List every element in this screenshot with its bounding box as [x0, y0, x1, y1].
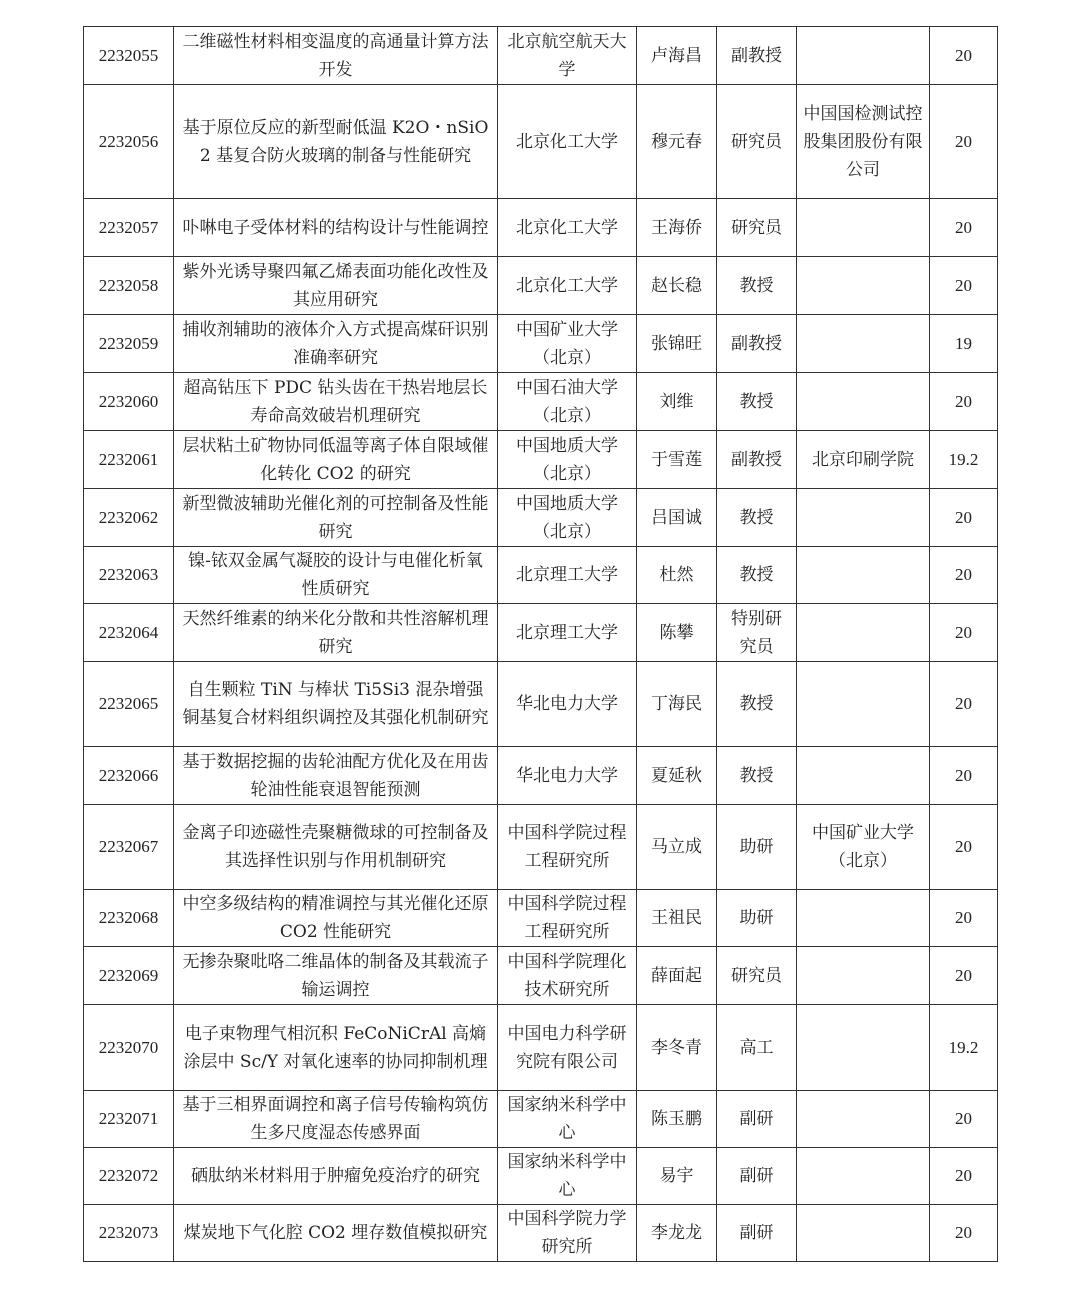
pi-name-cell: 李龙龙	[637, 1205, 717, 1262]
pi-name-cell: 易宇	[637, 1148, 717, 1205]
funding-cell: 20	[930, 662, 998, 747]
institution-cell: 中国地质大学（北京）	[498, 489, 637, 547]
institution-cell: 中国科学院过程工程研究所	[498, 890, 637, 947]
institution-cell: 中国科学院过程工程研究所	[498, 805, 637, 890]
project-id-cell: 2232072	[84, 1148, 174, 1205]
rank-cell: 助研	[717, 805, 797, 890]
project-id-cell: 2232064	[84, 604, 174, 662]
project-title-cell: 紫外光诱导聚四氟乙烯表面功能化改性及其应用研究	[174, 257, 498, 315]
institution-cell: 国家纳米科学中心	[498, 1148, 637, 1205]
project-id-cell: 2232063	[84, 547, 174, 604]
rank-cell: 特别研究员	[717, 604, 797, 662]
project-id-cell: 2232068	[84, 890, 174, 947]
rank-cell: 高工	[717, 1005, 797, 1091]
institution-cell: 华北电力大学	[498, 747, 637, 805]
project-title-cell: 金离子印迹磁性壳聚糖微球的可控制备及其选择性识别与作用机制研究	[174, 805, 498, 890]
project-title-cell: 基于原位反应的新型耐低温 K2O・nSiO2 基复合防火玻璃的制备与性能研究	[174, 85, 498, 199]
project-id-cell: 2232066	[84, 747, 174, 805]
funding-cell: 20	[930, 805, 998, 890]
funding-cell: 20	[930, 489, 998, 547]
rank-cell: 教授	[717, 662, 797, 747]
institution-cell: 北京化工大学	[498, 199, 637, 257]
partner-cell	[797, 27, 930, 85]
partner-cell	[797, 199, 930, 257]
table-row	[84, 805, 998, 890]
partner-cell	[797, 604, 930, 662]
pi-name-cell: 薛面起	[637, 947, 717, 1005]
project-title-cell: 天然纤维素的纳米化分散和共性溶解机理研究	[174, 604, 498, 662]
rank-cell: 教授	[717, 489, 797, 547]
funding-cell: 20	[930, 604, 998, 662]
pi-name-cell: 刘维	[637, 373, 717, 431]
rank-cell: 研究员	[717, 947, 797, 1005]
project-title-cell: 超高钻压下 PDC 钻头齿在干热岩地层长寿命高效破岩机理研究	[174, 373, 498, 431]
table-row	[84, 1091, 998, 1148]
partner-cell	[797, 1205, 930, 1262]
table-row	[84, 431, 998, 489]
table-row	[84, 747, 998, 805]
rank-cell: 研究员	[717, 85, 797, 199]
funding-cell: 20	[930, 257, 998, 315]
project-id-cell: 2232061	[84, 431, 174, 489]
pi-name-cell: 李冬青	[637, 1005, 717, 1091]
project-title-cell: 镍-铱双金属气凝胶的设计与电催化析氧性质研究	[174, 547, 498, 604]
table-row	[84, 662, 998, 747]
table-row	[84, 890, 998, 947]
project-id-cell: 2232060	[84, 373, 174, 431]
table-row	[84, 257, 998, 315]
partner-cell	[797, 662, 930, 747]
grants-table	[83, 26, 998, 1262]
project-id-cell: 2232073	[84, 1205, 174, 1262]
funding-cell: 20	[930, 890, 998, 947]
pi-name-cell: 马立成	[637, 805, 717, 890]
pi-name-cell: 丁海民	[637, 662, 717, 747]
rank-cell: 研究员	[717, 199, 797, 257]
project-title-cell: 二维磁性材料相变温度的高通量计算方法开发	[174, 27, 498, 85]
funding-cell: 19	[930, 315, 998, 373]
pi-name-cell: 张锦旺	[637, 315, 717, 373]
institution-cell: 国家纳米科学中心	[498, 1091, 637, 1148]
project-title-cell: 新型微波辅助光催化剂的可控制备及性能研究	[174, 489, 498, 547]
funding-cell: 20	[930, 199, 998, 257]
project-id-cell: 2232065	[84, 662, 174, 747]
pi-name-cell: 夏延秋	[637, 747, 717, 805]
partner-cell	[797, 373, 930, 431]
project-id-cell: 2232059	[84, 315, 174, 373]
funding-cell: 19.2	[930, 1005, 998, 1091]
project-title-cell: 硒肽纳米材料用于肿瘤免疫治疗的研究	[174, 1148, 498, 1205]
rank-cell: 副研	[717, 1205, 797, 1262]
table-row	[84, 27, 998, 85]
table-row	[84, 85, 998, 199]
rank-cell: 副教授	[717, 27, 797, 85]
project-id-cell: 2232056	[84, 85, 174, 199]
project-id-cell: 2232070	[84, 1005, 174, 1091]
project-id-cell: 2232062	[84, 489, 174, 547]
funding-cell: 20	[930, 947, 998, 1005]
funding-cell: 20	[930, 85, 998, 199]
funding-cell: 20	[930, 747, 998, 805]
project-id-cell: 2232071	[84, 1091, 174, 1148]
partner-cell: 北京印刷学院	[797, 431, 930, 489]
rank-cell: 教授	[717, 547, 797, 604]
table-row	[84, 315, 998, 373]
partner-cell	[797, 947, 930, 1005]
funding-cell: 20	[930, 547, 998, 604]
partner-cell	[797, 257, 930, 315]
institution-cell: 北京化工大学	[498, 85, 637, 199]
rank-cell: 教授	[717, 747, 797, 805]
pi-name-cell: 陈攀	[637, 604, 717, 662]
funding-cell: 20	[930, 1091, 998, 1148]
rank-cell: 副研	[717, 1148, 797, 1205]
partner-cell	[797, 1148, 930, 1205]
pi-name-cell: 陈玉鹏	[637, 1091, 717, 1148]
rank-cell: 副教授	[717, 315, 797, 373]
funding-cell: 20	[930, 1148, 998, 1205]
table-row	[84, 199, 998, 257]
table-row	[84, 547, 998, 604]
pi-name-cell: 杜然	[637, 547, 717, 604]
funding-cell: 19.2	[930, 431, 998, 489]
institution-cell: 华北电力大学	[498, 662, 637, 747]
pi-name-cell: 吕国诚	[637, 489, 717, 547]
table-row	[84, 1205, 998, 1262]
project-title-cell: 卟啉电子受体材料的结构设计与性能调控	[174, 199, 498, 257]
funding-cell: 20	[930, 1205, 998, 1262]
institution-cell: 中国科学院理化技术研究所	[498, 947, 637, 1005]
rank-cell: 教授	[717, 257, 797, 315]
table-row	[84, 1148, 998, 1205]
project-title-cell: 电子束物理气相沉积 FeCoNiCrAl 高熵涂层中 Sc/Y 对氧化速率的协同抑制机理	[174, 1005, 498, 1091]
table-row	[84, 489, 998, 547]
project-id-cell: 2232057	[84, 199, 174, 257]
project-title-cell: 自生颗粒 TiN 与棒状 Ti5Si3 混杂增强铜基复合材料组织调控及其强化机制研究	[174, 662, 498, 747]
institution-cell: 中国矿业大学（北京）	[498, 315, 637, 373]
institution-cell: 北京化工大学	[498, 257, 637, 315]
pi-name-cell: 穆元春	[637, 85, 717, 199]
institution-cell: 北京航空航天大学	[498, 27, 637, 85]
project-title-cell: 层状粘土矿物协同低温等离子体自限域催化转化 CO2 的研究	[174, 431, 498, 489]
institution-cell: 中国石油大学（北京）	[498, 373, 637, 431]
pi-name-cell: 于雪莲	[637, 431, 717, 489]
grants-table-body	[84, 27, 998, 1262]
partner-cell	[797, 890, 930, 947]
project-title-cell: 无掺杂聚吡咯二维晶体的制备及其载流子输运调控	[174, 947, 498, 1005]
institution-cell: 北京理工大学	[498, 547, 637, 604]
project-id-cell: 2232055	[84, 27, 174, 85]
rank-cell: 助研	[717, 890, 797, 947]
partner-cell	[797, 1005, 930, 1091]
project-id-cell: 2232069	[84, 947, 174, 1005]
table-row	[84, 604, 998, 662]
rank-cell: 副研	[717, 1091, 797, 1148]
project-id-cell: 2232058	[84, 257, 174, 315]
pi-name-cell: 王海侨	[637, 199, 717, 257]
table-row	[84, 947, 998, 1005]
table-row	[84, 373, 998, 431]
funding-cell: 20	[930, 27, 998, 85]
partner-cell: 中国国检测试控股集团股份有限公司	[797, 85, 930, 199]
funding-cell: 20	[930, 373, 998, 431]
partner-cell	[797, 547, 930, 604]
institution-cell: 中国科学院力学研究所	[498, 1205, 637, 1262]
institution-cell: 北京理工大学	[498, 604, 637, 662]
institution-cell: 中国电力科学研究院有限公司	[498, 1005, 637, 1091]
project-title-cell: 捕收剂辅助的液体介入方式提高煤矸识别准确率研究	[174, 315, 498, 373]
project-title-cell: 基于三相界面调控和离子信号传输构筑仿生多尺度湿态传感界面	[174, 1091, 498, 1148]
project-id-cell: 2232067	[84, 805, 174, 890]
partner-cell	[797, 489, 930, 547]
pi-name-cell: 王祖民	[637, 890, 717, 947]
partner-cell: 中国矿业大学（北京）	[797, 805, 930, 890]
pi-name-cell: 卢海昌	[637, 27, 717, 85]
table-row	[84, 1005, 998, 1091]
rank-cell: 副教授	[717, 431, 797, 489]
pi-name-cell: 赵长稳	[637, 257, 717, 315]
project-title-cell: 基于数据挖掘的齿轮油配方优化及在用齿轮油性能衰退智能预测	[174, 747, 498, 805]
partner-cell	[797, 315, 930, 373]
partner-cell	[797, 747, 930, 805]
rank-cell: 教授	[717, 373, 797, 431]
project-title-cell: 中空多级结构的精准调控与其光催化还原 CO2 性能研究	[174, 890, 498, 947]
partner-cell	[797, 1091, 930, 1148]
project-title-cell: 煤炭地下气化腔 CO2 埋存数值模拟研究	[174, 1205, 498, 1262]
institution-cell: 中国地质大学（北京）	[498, 431, 637, 489]
